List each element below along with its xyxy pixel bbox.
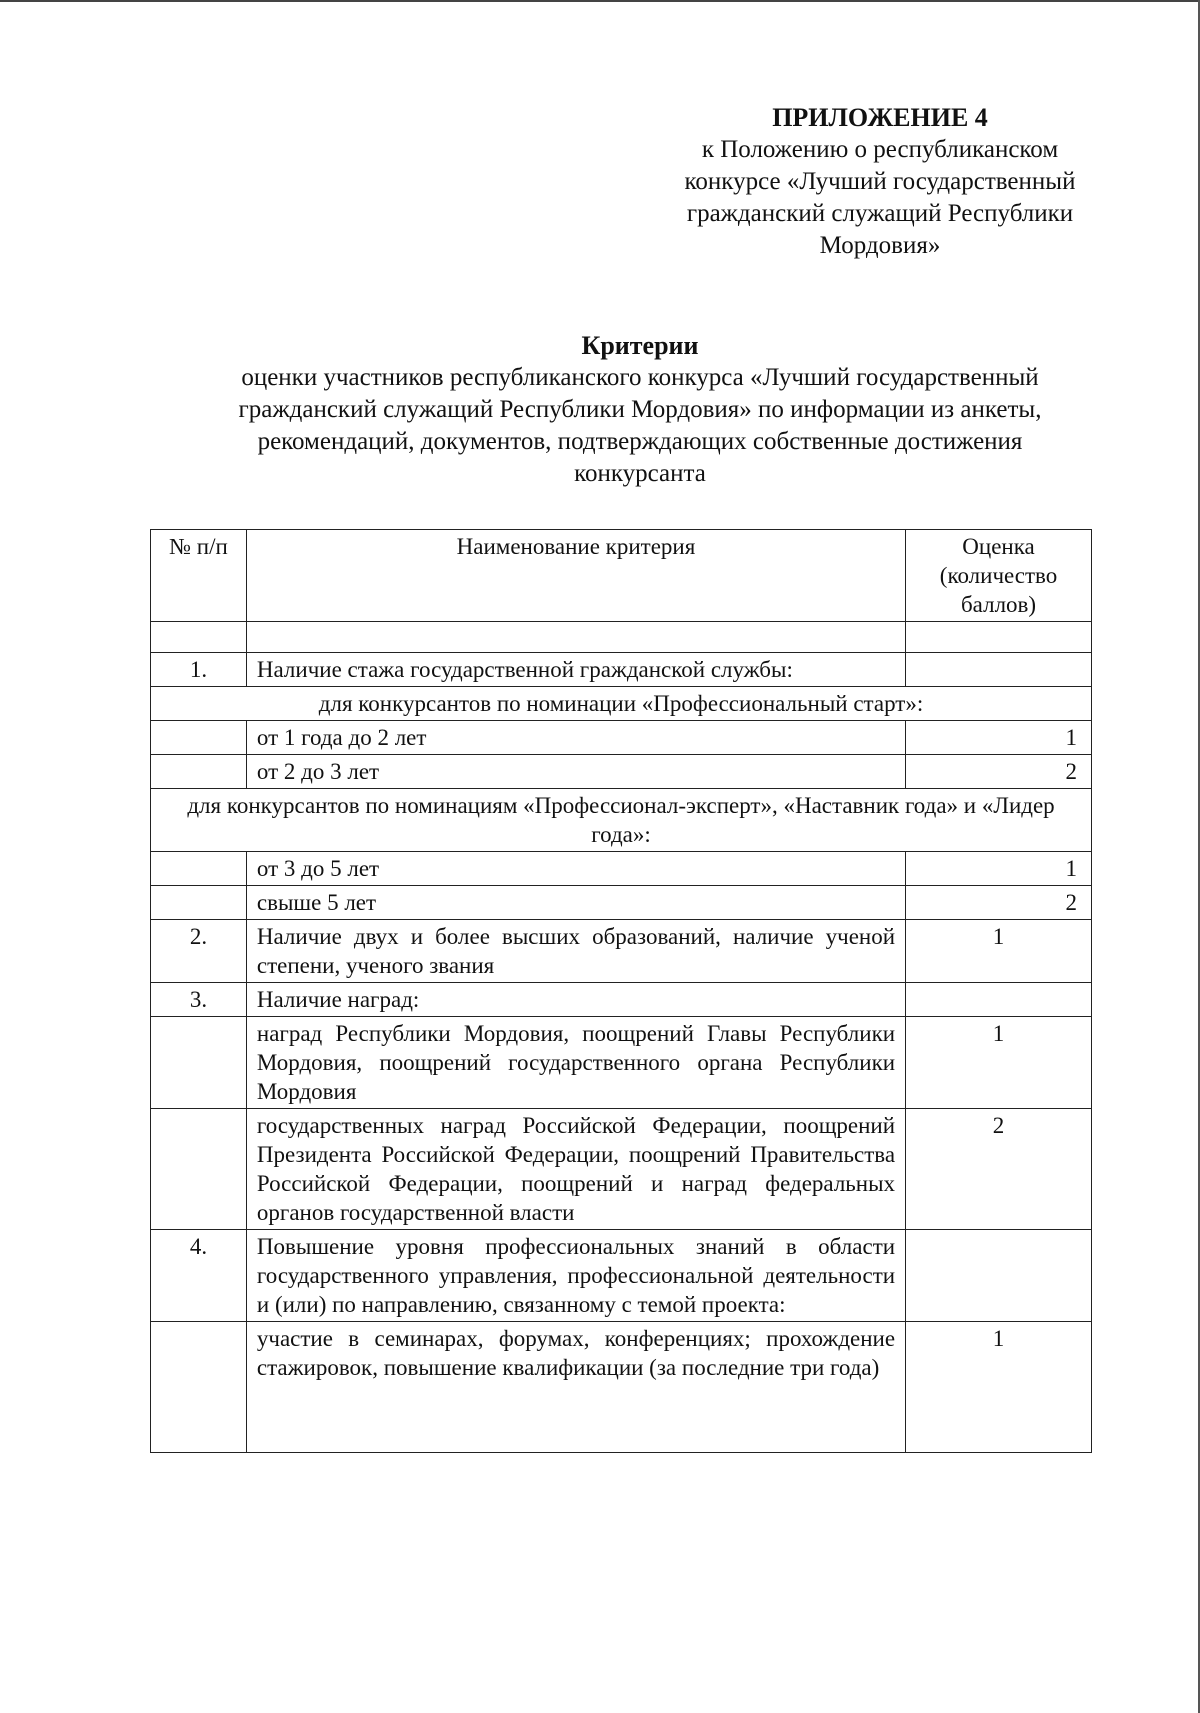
criterion-number (151, 886, 247, 920)
header-score: Оценка (количество баллов) (906, 530, 1092, 622)
appendix-block (640, 102, 1120, 262)
criterion-score: 2 (906, 755, 1092, 789)
criterion-name: Наличие наград: (246, 983, 905, 1017)
criterion-number: 2. (151, 920, 247, 983)
criteria-subtitle-line: рекомендаций, документов, подтверждающих собственные достижения (257, 428, 1023, 455)
criterion-score: 2 (906, 886, 1092, 920)
criteria-heading (140, 330, 1140, 490)
criteria-table (150, 529, 1092, 1453)
nomination-subhead-row (151, 687, 1092, 721)
criterion-row (151, 1109, 1092, 1230)
criterion-score (906, 983, 1092, 1017)
criterion-name: свыше 5 лет (246, 886, 905, 920)
header-number: № п/п (151, 530, 247, 622)
criterion-name: Наличие стажа государственной гражданской службы: (246, 653, 905, 687)
criterion-name: от 3 до 5 лет (246, 852, 905, 886)
criterion-name: от 2 до 3 лет (246, 755, 905, 789)
nomination-subhead: для конкурсантов по номинациям «Профессионал-эксперт», «Наставник года» и «Лидер года»: (151, 789, 1092, 852)
nomination-subhead-row (151, 789, 1092, 852)
criterion-row (151, 852, 1092, 886)
criterion-score: 1 (906, 852, 1092, 886)
spacer-cell (906, 622, 1092, 653)
table-header-row (151, 530, 1092, 622)
criterion-name: государственных наград Российской Федерации, поощрений Президента Российской Федерации, поощрений Правительства Российской Федерации, поощрений и наград федеральных органов государственной власти (246, 1109, 905, 1230)
spacer-cell (151, 622, 247, 653)
criterion-score: 1 (906, 1017, 1092, 1109)
page-edge-top (0, 0, 1200, 2)
spacer-cell (246, 622, 905, 653)
criteria-subtitle-line: оценки участников республиканского конкурса «Лучший государственный (241, 364, 1039, 391)
criterion-number (151, 852, 247, 886)
criteria-title: Критерии (581, 331, 699, 360)
criterion-name: Повышение уровня профессиональных знаний в области государственного управления, профессиональной деятельности и (или) по направлению, связанному с темой проекта: (246, 1230, 905, 1322)
appendix-line: Мордовия» (819, 232, 941, 259)
criterion-name: от 1 года до 2 лет (246, 721, 905, 755)
criterion-row (151, 1017, 1092, 1109)
criterion-score: 1 (906, 1322, 1092, 1453)
appendix-title: ПРИЛОЖЕНИЕ 4 (772, 103, 988, 132)
header-criterion-name: Наименование критерия (246, 530, 905, 622)
criterion-number (151, 1109, 247, 1230)
criterion-number (151, 1322, 247, 1453)
nomination-subhead: для конкурсантов по номинации «Профессиональный старт»: (151, 687, 1092, 721)
criterion-score: 2 (906, 1109, 1092, 1230)
criterion-row (151, 721, 1092, 755)
criterion-row (151, 920, 1092, 983)
criterion-score (906, 1230, 1092, 1322)
appendix-line: гражданский служащий Республики (686, 200, 1074, 227)
criterion-row (151, 755, 1092, 789)
criterion-score: 1 (906, 920, 1092, 983)
criterion-number (151, 721, 247, 755)
criterion-row (151, 653, 1092, 687)
appendix-line: конкурсе «Лучший государственный (684, 168, 1076, 195)
criterion-score (906, 653, 1092, 687)
criteria-subtitle-line: конкурсанта (574, 460, 706, 487)
criterion-number (151, 1017, 247, 1109)
criteria-subtitle-line: гражданский служащий Республики Мордовия» по информации из анкеты, (238, 396, 1042, 423)
table-spacer-row (151, 622, 1092, 653)
criterion-name: Наличие двух и более высших образований, наличие ученой степени, ученого звания (246, 920, 905, 983)
criteria-table-body (151, 653, 1092, 1453)
criterion-number: 1. (151, 653, 247, 687)
appendix-line: к Положению о республиканском (701, 136, 1059, 163)
criterion-row (151, 1322, 1092, 1453)
criterion-number: 4. (151, 1230, 247, 1322)
criterion-number (151, 755, 247, 789)
criterion-score: 1 (906, 721, 1092, 755)
criterion-row (151, 886, 1092, 920)
criterion-name: участие в семинарах, форумах, конференциях; прохождение стажировок, повышение квалификации (за последние три года) (246, 1322, 905, 1453)
criterion-number: 3. (151, 983, 247, 1017)
criterion-row (151, 983, 1092, 1017)
criterion-name: наград Республики Мордовия, поощрений Главы Республики Мордовия, поощрений государственного органа Республики Мордовия (246, 1017, 905, 1109)
criterion-row (151, 1230, 1092, 1322)
